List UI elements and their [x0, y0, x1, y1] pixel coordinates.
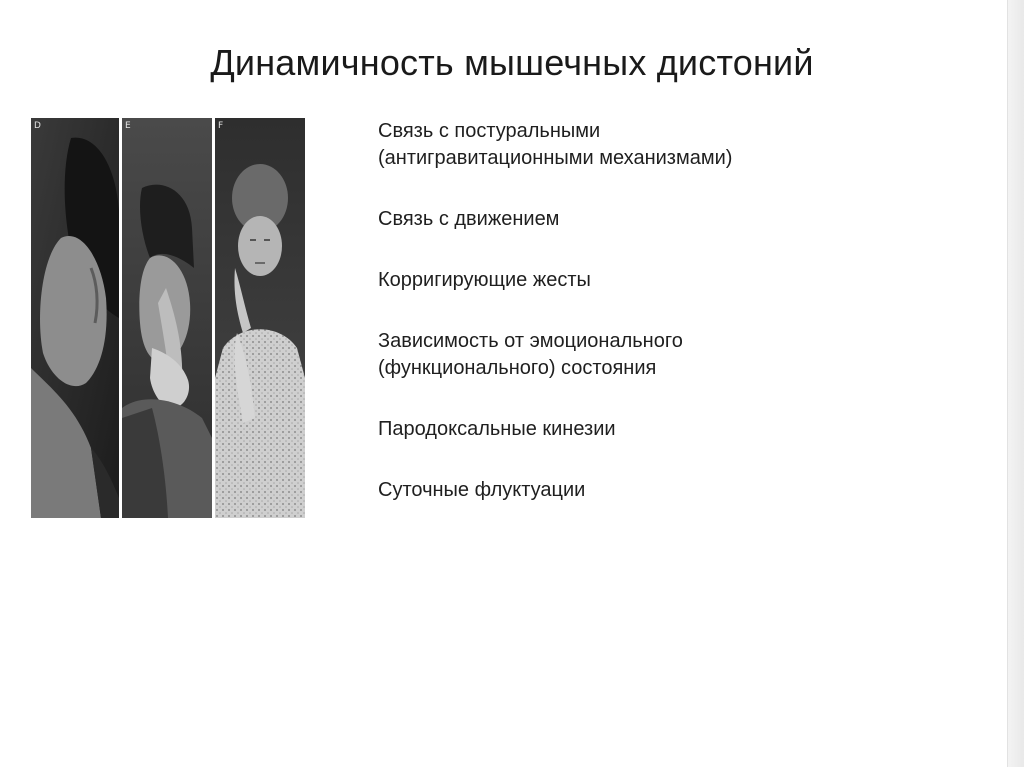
point-movement — [378, 206, 978, 233]
bullet-list — [378, 118, 978, 538]
patient-photo-2 — [122, 118, 212, 518]
point-line: Связь с движением — [378, 208, 560, 230]
photo-panel-e — [122, 118, 212, 518]
photo-label-f: F — [218, 121, 224, 131]
point-corrective-gestures — [378, 267, 978, 294]
point-emotional-state — [378, 328, 978, 382]
photo-panel-f — [215, 118, 305, 518]
point-line: (функционального) состояния — [378, 357, 657, 379]
point-line: Связь с постуральными — [378, 120, 601, 142]
patient-photo-1 — [31, 118, 119, 518]
point-line: Суточные флуктуации — [378, 479, 586, 501]
point-postural — [378, 118, 978, 172]
photo-strip — [31, 118, 305, 518]
slide-edge — [1007, 0, 1024, 767]
point-daily-fluctuations — [378, 477, 978, 504]
patient-photo-3 — [215, 118, 305, 518]
photo-label-e: E — [125, 121, 131, 131]
point-paradoxical-kinesia — [378, 416, 978, 443]
point-line: Зависимость от эмоционального — [378, 330, 683, 352]
slide-title: Динамичность мышечных дистоний — [210, 42, 814, 83]
point-line: Корригирующие жесты — [378, 269, 591, 291]
point-line: Пародоксальные кинезии — [378, 418, 616, 440]
photo-panel-d — [31, 118, 119, 518]
photo-label-d: D — [34, 121, 41, 131]
point-line: (антигравитационными механизмами) — [378, 147, 733, 169]
